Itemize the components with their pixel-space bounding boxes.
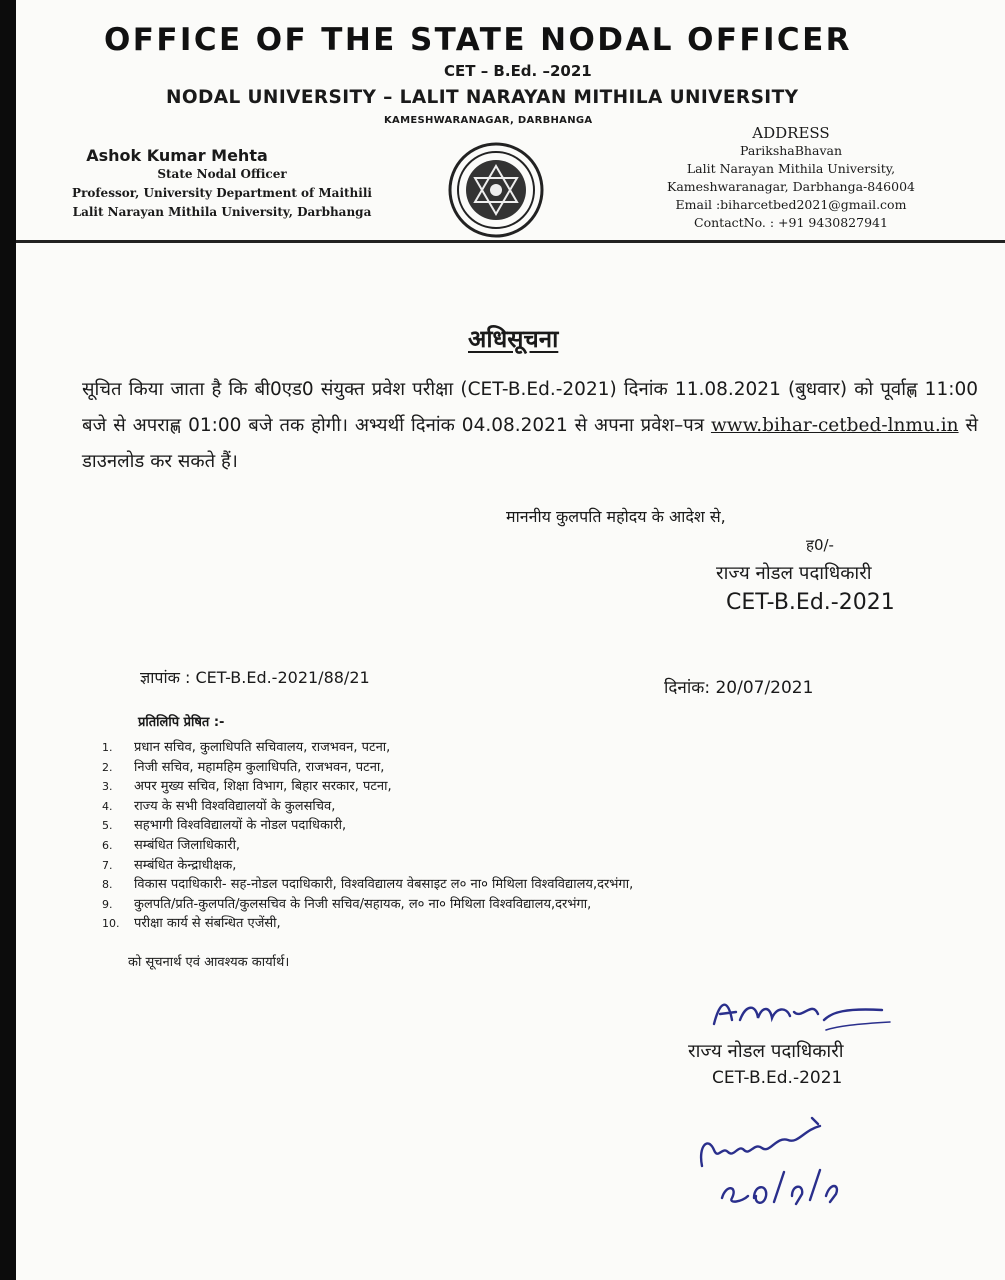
list-item bbox=[102, 856, 633, 876]
memo-number: ज्ञापांक : CET-B.Ed.-2021/88/21 bbox=[140, 668, 370, 687]
officer-block bbox=[42, 146, 402, 222]
list-item bbox=[102, 914, 633, 934]
list-text: विकास पदाधिकारी- सह-नोडल पदाधिकारी, विश्वविद्यालय वेबसाइट ल० ना० मिथिला विश्वविद्यालय,दरभंगा, bbox=[134, 877, 634, 893]
address-line: Kameshwaranagar, Darbhanga-846004 bbox=[667, 179, 915, 194]
exam-name: CET – B.Ed. –2021 bbox=[444, 62, 592, 80]
list-number: 4. bbox=[102, 799, 113, 813]
list-text: अपर मुख्य सचिव, शिक्षा विभाग, बिहार सरकार, पटना, bbox=[134, 779, 392, 795]
notice-heading: अधिसूचना bbox=[468, 325, 559, 353]
list-number: 5. bbox=[102, 819, 113, 833]
list-item bbox=[102, 738, 633, 758]
list-text: राज्य के सभी विश्वविद्यालयों के कुलसचिव, bbox=[134, 798, 336, 814]
list-number: 7. bbox=[102, 858, 113, 872]
officer-line: Professor, University Department of Maithili bbox=[72, 186, 372, 200]
notice-paragraph bbox=[82, 372, 978, 480]
handwritten-initials-icon bbox=[692, 1106, 852, 1210]
signed-mark: ह0/- bbox=[806, 536, 834, 554]
list-text: परीक्षा कार्य से संबन्धित एजेंसी, bbox=[134, 916, 281, 932]
list-number: 6. bbox=[102, 838, 113, 852]
list-text: प्रधान सचिव, कुलाधिपति सचिवालय, राजभवन, पटना, bbox=[134, 740, 391, 755]
list-item bbox=[102, 797, 633, 817]
university-name: NODAL UNIVERSITY – LALIT NARAYAN MITHILA UNIVERSITY bbox=[166, 87, 799, 108]
signatory-exam: CET-B.Ed.-2021 bbox=[726, 590, 895, 615]
list-item bbox=[102, 836, 633, 856]
email-line: Email :biharcetbed2021@gmail.com bbox=[675, 197, 907, 212]
list-number: 8. bbox=[102, 878, 113, 892]
address-block bbox=[626, 124, 956, 232]
memo-date: दिनांक: 20/07/2021 bbox=[664, 678, 814, 698]
scan-dark-edge bbox=[0, 0, 16, 1280]
list-number: 3. bbox=[102, 780, 113, 794]
notice-text-end: से डाउनलोड कर सकते हैं। bbox=[82, 415, 978, 472]
admit-card-link[interactable]: www.bihar-cetbed-lnmu.in bbox=[710, 415, 959, 436]
list-item bbox=[102, 895, 633, 915]
officer-line: Lalit Narayan Mithila University, Darbhanga bbox=[72, 205, 372, 219]
header-rule bbox=[16, 240, 1005, 243]
copy-to-heading: प्रतिलिपि प्रेषित :- bbox=[138, 715, 225, 730]
list-number: 9. bbox=[102, 897, 113, 911]
contact-line: ContactNo. : +91 9430827941 bbox=[694, 215, 888, 230]
university-seal-icon bbox=[446, 140, 546, 240]
address-title: ADDRESS bbox=[752, 124, 830, 142]
list-item bbox=[102, 777, 633, 797]
university-place: KAMESHWARANAGAR, DARBHANGA bbox=[384, 115, 593, 126]
list-item bbox=[102, 875, 633, 895]
list-item bbox=[102, 758, 633, 778]
list-text: निजी सचिव, महामहिम कुलाधिपति, राजभवन, पटना, bbox=[134, 759, 385, 775]
list-number: 10. bbox=[102, 917, 120, 931]
copy-to-footer: को सूचनार्थ एवं आवश्यक कार्यार्थ। bbox=[128, 955, 290, 970]
signatory-designation: राज्य नोडल पदाधिकारी bbox=[716, 563, 872, 584]
address-line: Lalit Narayan Mithila University, bbox=[686, 161, 896, 176]
notice-page bbox=[16, 0, 1005, 1280]
office-title: OFFICE OF THE STATE NODAL OFFICER bbox=[104, 22, 852, 58]
final-signatory-designation: राज्य नोडल पदाधिकारी bbox=[688, 1041, 844, 1062]
notice-text: सूचित किया जाता है कि बी0एड0 संयुक्त प्रवेश परीक्षा (CET-B.Ed.-2021) दिनांक 11.08.2021 (बुधवार) को पूर्वाह्ण 11:00 बजे से अपराह्ण 01:00 बजे तक होगी। अभ्यर्थी दिनांक 04.08.2021 से अपना प्रवेश–पत्र bbox=[82, 379, 978, 436]
final-signatory-exam: CET-B.Ed.-2021 bbox=[712, 1068, 843, 1088]
list-item bbox=[102, 816, 633, 836]
officer-name: Ashok Kumar Mehta bbox=[86, 146, 268, 165]
list-text: कुलपति/प्रति-कुलपति/कुलसचिव के निजी सचिव/सहायक, ल० ना० मिथिला विश्वविद्यालय,दरभंगा, bbox=[134, 896, 592, 912]
list-number: 2. bbox=[102, 760, 113, 774]
list-number: 1. bbox=[102, 741, 113, 754]
handwritten-signature-icon bbox=[706, 990, 896, 1038]
list-text: सम्बंधित केन्द्राधीक्षक, bbox=[134, 857, 237, 873]
list-text: सम्बंधित जिलाधिकारी, bbox=[134, 837, 241, 853]
list-text: सहभागी विश्वविद्यालयों के नोडल पदाधिकारी, bbox=[134, 818, 347, 834]
officer-line: State Nodal Officer bbox=[157, 167, 287, 181]
order-line: माननीय कुलपति महोदय के आदेश से, bbox=[506, 507, 726, 526]
copy-to-list bbox=[102, 738, 633, 934]
address-line: ParikshaBhavan bbox=[739, 143, 843, 158]
